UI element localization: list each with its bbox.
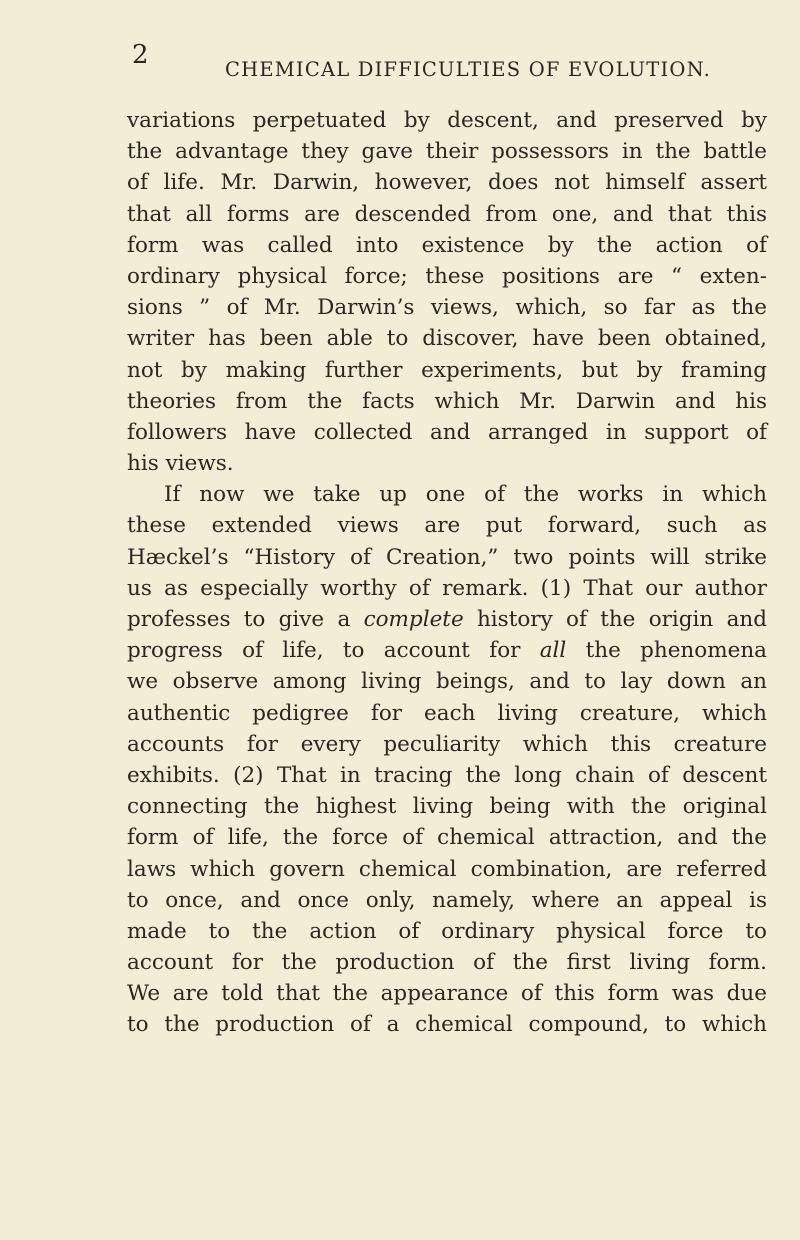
- text-line: followers have collected and arranged in support of: [127, 419, 767, 445]
- text-line: We are told that the appearance of this form was due: [127, 981, 767, 1007]
- text-line: sions ” of Mr. Darwin’s views, which, so far as the: [127, 295, 767, 321]
- text-line: Hæckel’s “History of Creation,” two points will strike: [127, 544, 767, 570]
- text-line: writer has been able to discover, have been obtained,: [127, 326, 767, 352]
- text-line: these extended views are put forward, such as: [127, 513, 767, 539]
- emphasis: all: [539, 638, 567, 664]
- text-line: form was called into existence by the action of: [127, 232, 767, 258]
- text-line: we observe among living beings, and to lay down an: [127, 669, 767, 695]
- text-line: exhibits. (2) That in tracing the long chain of descent: [127, 762, 767, 788]
- text-line: made to the action of ordinary physical force to: [127, 918, 767, 944]
- text-line: to once, and once only, namely, where an appeal is: [127, 887, 767, 913]
- text-line: ordinary physical force; these positions are “ exten-: [127, 263, 767, 289]
- text-line: to the production of a chemical compound, to which: [127, 1012, 767, 1038]
- text-line: professes to give a complete history of the origin and: [127, 607, 767, 632]
- text-line: accounts for every peculiarity which this creature: [127, 731, 767, 757]
- text-line: account for the production of the first living form.: [127, 950, 767, 976]
- text-line: form of life, the force of chemical attraction, and the: [127, 825, 767, 851]
- text-line: that all forms are descended from one, and that this: [127, 201, 767, 227]
- text-line: progress of life, to account for all the phenomena: [127, 638, 768, 664]
- text-line: theories from the facts which Mr. Darwin and his: [127, 388, 767, 414]
- body-text: [127, 105, 767, 1041]
- text-line: variations perpetuated by descent, and preserved by: [127, 108, 767, 133]
- running-title: CHEMICAL DIFFICULTIES OF EVOLUTION.: [225, 58, 711, 81]
- text-line: his views.: [127, 451, 234, 477]
- text-line: If now we take up one of the works in which: [164, 482, 767, 508]
- text-line: of life. Mr. Darwin, however, does not himself assert: [127, 170, 767, 196]
- text-line: authentic pedigree for each living creature, which: [127, 700, 767, 726]
- emphasis: complete: [363, 607, 464, 632]
- text-line: not by making further experiments, but by framing: [127, 357, 767, 383]
- page-number: 2: [132, 40, 149, 70]
- text-line: connecting the highest living being with the original: [127, 794, 767, 820]
- text-line: us as especially worthy of remark. (1) That our author: [127, 575, 767, 601]
- text-line: the advantage they gave their possessors in the battle: [127, 139, 767, 165]
- text-line: laws which govern chemical combination, are referred: [127, 856, 767, 882]
